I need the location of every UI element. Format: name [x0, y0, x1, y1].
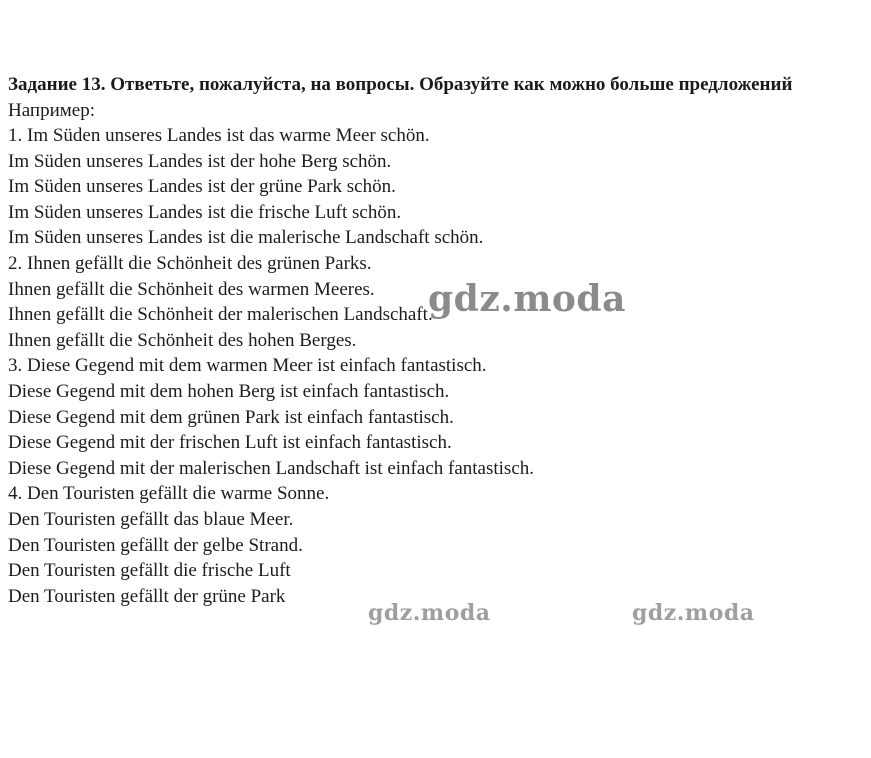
- answer-line: Im Süden unseres Landes ist die malerische Landschaft schön.: [8, 227, 484, 249]
- answer-line: Im Süden unseres Landes ist der grüne Park schön.: [8, 176, 396, 198]
- answer-line: Ihnen gefällt die Schönheit der malerischen Landschaft.: [8, 304, 433, 326]
- answer-line: Den Touristen gefällt der gelbe Strand.: [8, 534, 303, 556]
- answer-line: 4. Den Touristen gefällt die warme Sonne.: [8, 483, 330, 505]
- answer-line: 1. Im Süden unseres Landes ist das warme Meer schön.: [8, 125, 430, 146]
- answer-line: 3. Diese Gegend mit dem warmen Meer ist einfach fantastisch.: [8, 355, 487, 377]
- document-page: [8, 72, 864, 609]
- watermark-main: gdz.moda: [428, 278, 626, 320]
- watermark-bottom-right: gdz.moda: [632, 600, 755, 626]
- answer-lines: [8, 123, 864, 609]
- example-label: Например:: [8, 100, 95, 121]
- answer-line: Diese Gegend mit der malerischen Landschaft ist einfach fantastisch.: [8, 457, 534, 479]
- answer-line: Diese Gegend mit der frischen Luft ist einfach fantastisch.: [8, 432, 452, 454]
- answer-line: Im Süden unseres Landes ist die frische Luft schön.: [8, 201, 402, 223]
- watermark-bottom-left: gdz.moda: [368, 600, 491, 626]
- answer-line: Im Süden unseres Landes ist der hohe Berg schön.: [8, 150, 392, 172]
- answer-line: Den Touristen gefällt die frische Luft: [8, 560, 291, 582]
- answer-line: Diese Gegend mit dem grünen Park ist einfach fantastisch.: [8, 406, 454, 428]
- answer-line: Diese Gegend mit dem hohen Berg ist einfach fantastisch.: [8, 380, 450, 402]
- answer-line: Den Touristen gefällt das blaue Meer.: [8, 508, 294, 530]
- answer-line: Den Touristen gefällt der grüne Park: [8, 585, 286, 607]
- answer-line: Ihnen gefällt die Schönheit des warmen Meeres.: [8, 278, 375, 300]
- answer-line: 2. Ihnen gefällt die Schönheit des grünen Parks.: [8, 252, 372, 274]
- task-heading: Задание 13. Ответьте, пожалуйста, на вопросы. Образуйте как можно больше предложений: [8, 74, 793, 95]
- answer-line: Ihnen gefällt die Schönheit des hohen Berges.: [8, 329, 357, 351]
